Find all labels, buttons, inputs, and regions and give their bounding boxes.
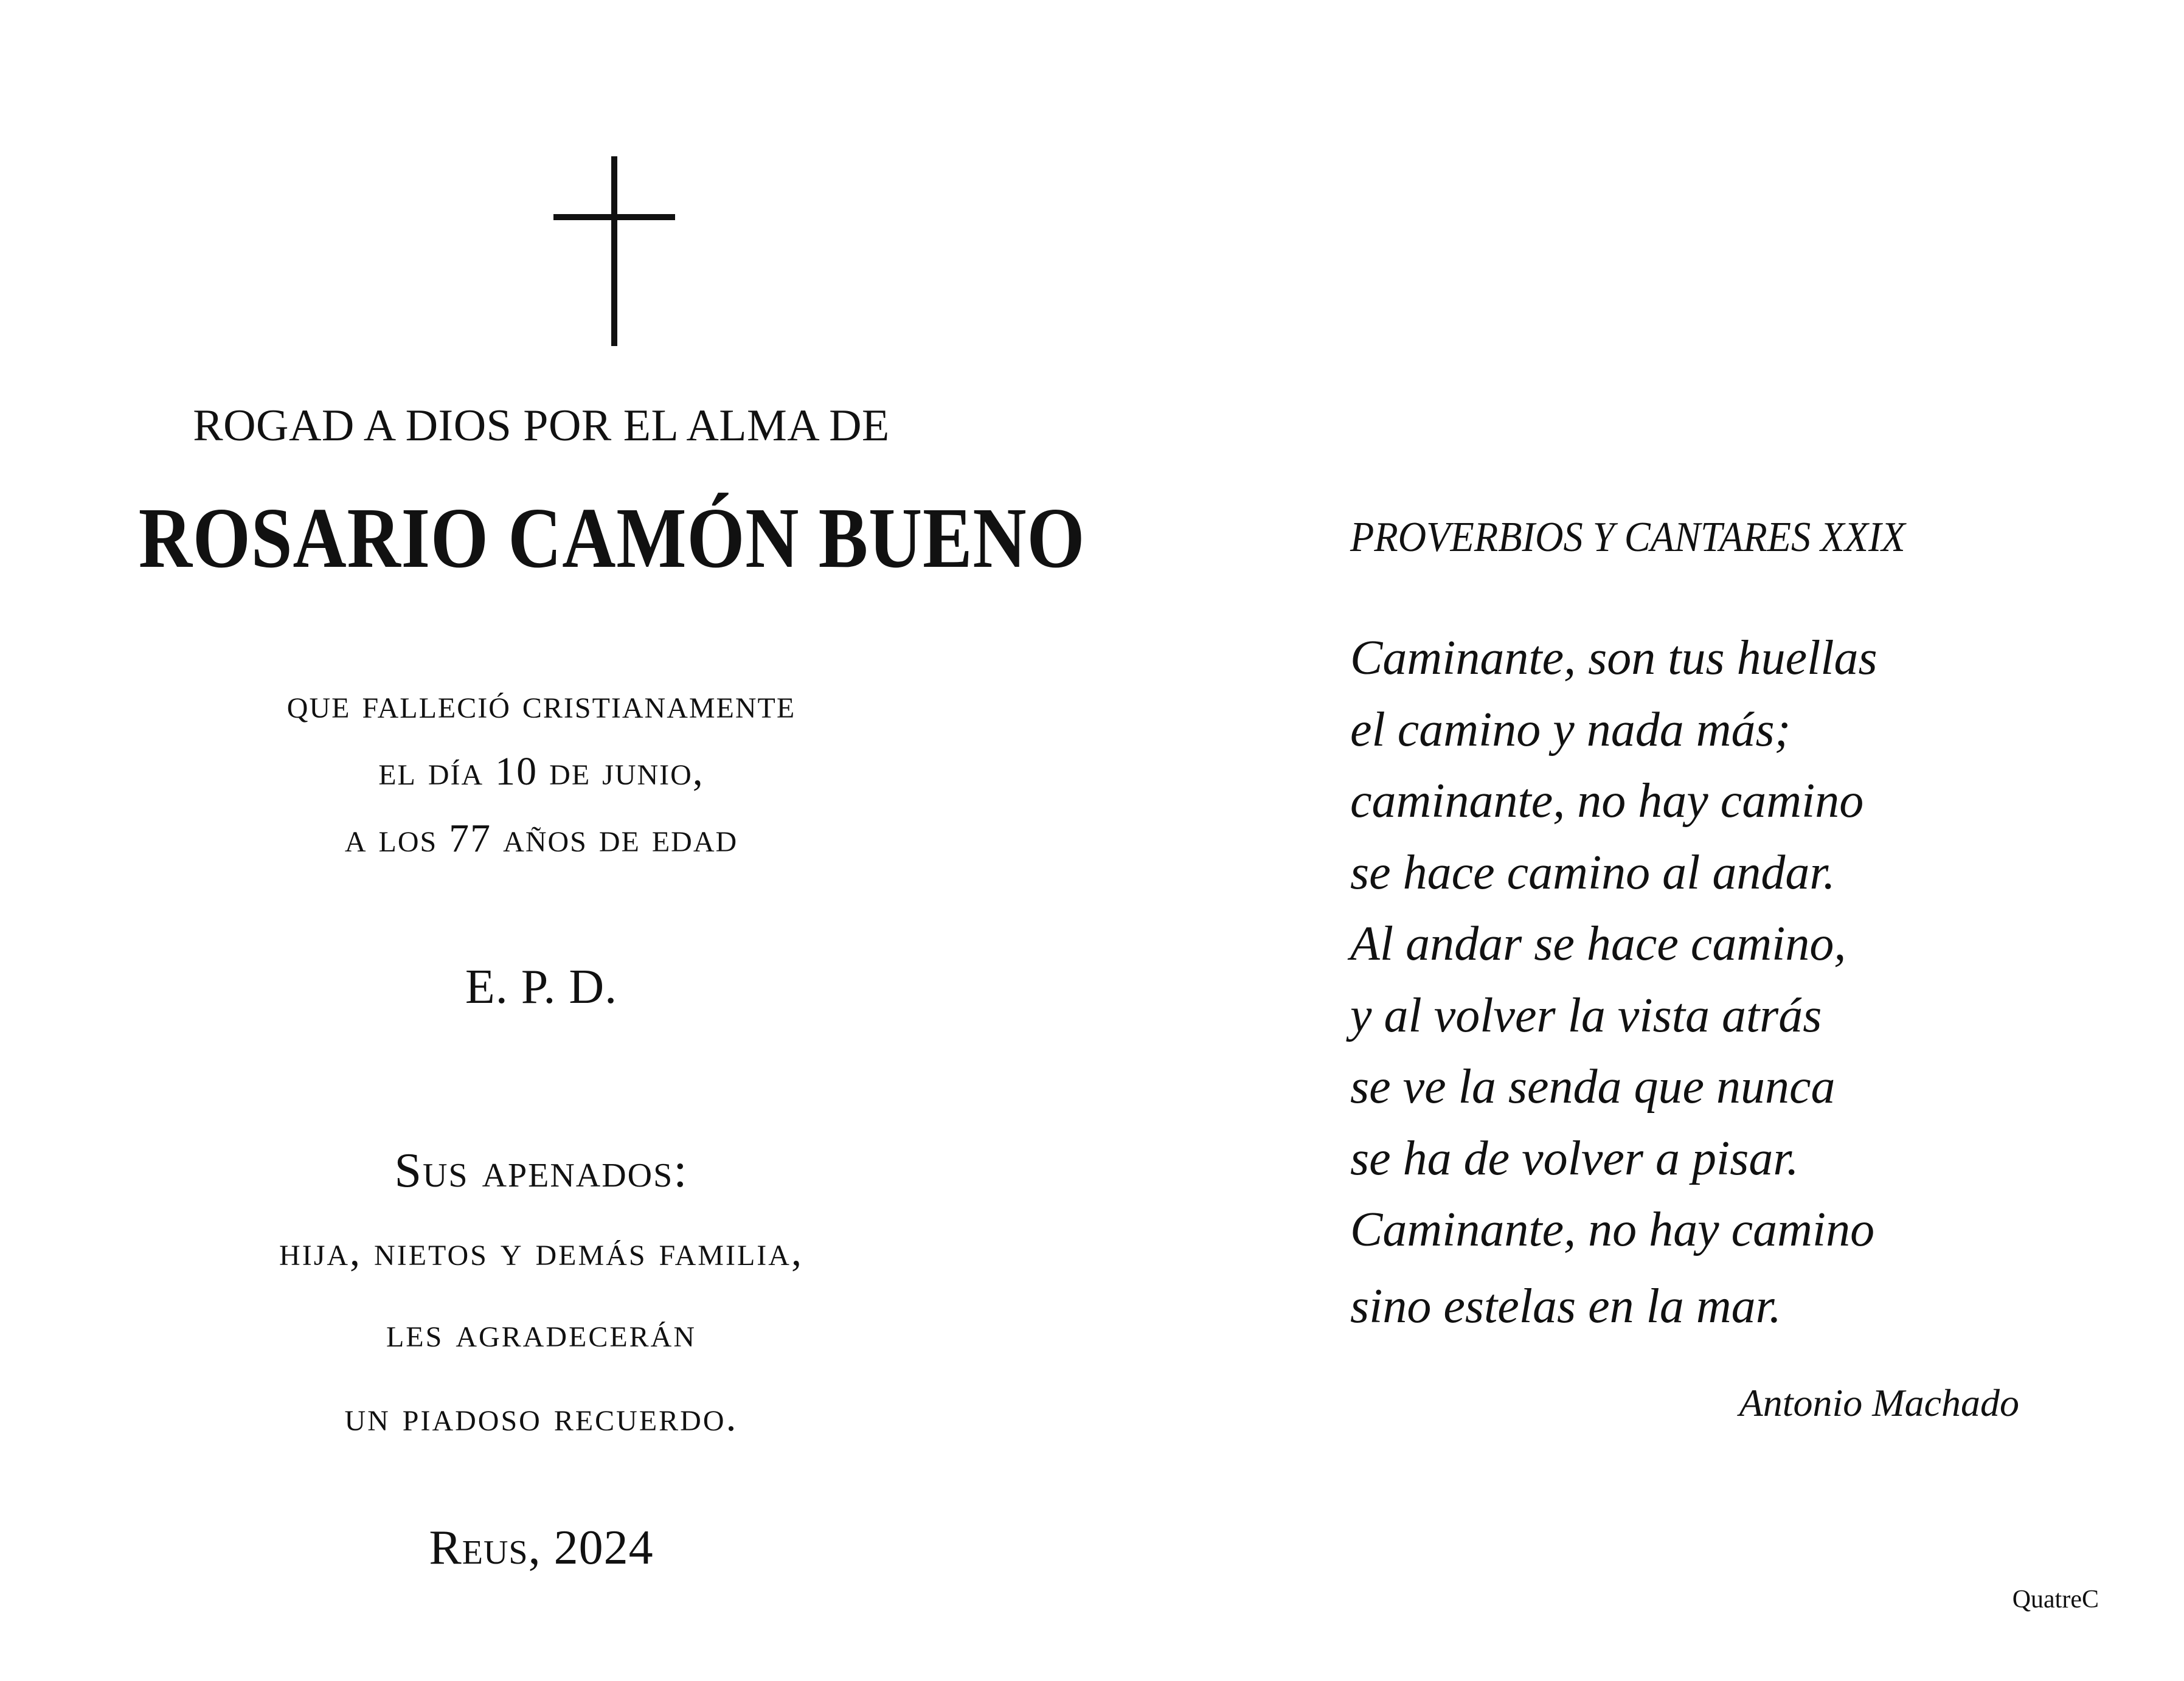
poem-line: se ve la senda que nunca <box>1350 1060 1836 1114</box>
death-line-3-suffix: años de edad <box>491 814 738 861</box>
year: 2024 <box>553 1521 654 1575</box>
death-line-1: que falleció cristianamente <box>286 681 796 727</box>
death-day: 10 <box>495 749 538 794</box>
place: Reus <box>429 1521 529 1575</box>
mourners-line-3: un piadoso recuerdo. <box>344 1393 738 1440</box>
memorial-left-panel <box>73 0 1086 1681</box>
mourners-header: Sus apenados: <box>394 1144 688 1197</box>
place-year-separator: , <box>528 1521 554 1575</box>
rest-in-peace: E. P. D. <box>465 960 618 1014</box>
death-line-2-prefix: el día <box>378 747 496 794</box>
deceased-name: ROSARIO CAMÓN BUENO <box>138 490 1086 586</box>
printer-mark: QuatreC <box>2012 1586 2099 1613</box>
poem-line: el camino y nada más; <box>1350 702 1791 757</box>
latin-cross-icon <box>553 156 675 346</box>
death-line-3 <box>73 814 1010 862</box>
pray-for-heading: ROGAD A DIOS POR EL ALMA DE <box>193 401 890 451</box>
poem-line: Caminante, no hay camino <box>1350 1203 1875 1256</box>
poem-panel <box>1350 0 2080 1681</box>
poem-line: y al volver la vista atrás <box>1350 988 1822 1042</box>
poem-title: PROVERBIOS Y CANTARES XXIX <box>1350 514 1905 561</box>
mourners-line-1: hija, nietos y demás familia, <box>279 1228 803 1274</box>
place-and-year <box>73 1520 1010 1576</box>
death-line-2 <box>73 747 1010 795</box>
age-value: 77 <box>449 816 492 861</box>
poem-line: sino estelas en la mar. <box>1350 1279 1781 1333</box>
poem-line: se ha de volver a pisar. <box>1350 1131 1799 1185</box>
death-line-3-prefix: a los <box>344 814 449 861</box>
poem-line: se hace camino al andar. <box>1350 845 1836 899</box>
poem-author: Antonio Machado <box>1739 1381 2019 1424</box>
poem-line: Al andar se hace camino, <box>1350 917 1846 971</box>
poem-body <box>1350 623 1877 1342</box>
poem-line: caminante, no hay camino <box>1350 774 1864 828</box>
death-line-2-suffix: de junio, <box>538 747 704 794</box>
poem-line: Caminante, son tus huellas <box>1350 631 1877 685</box>
mourners-line-2: les agradecerán <box>386 1309 696 1356</box>
